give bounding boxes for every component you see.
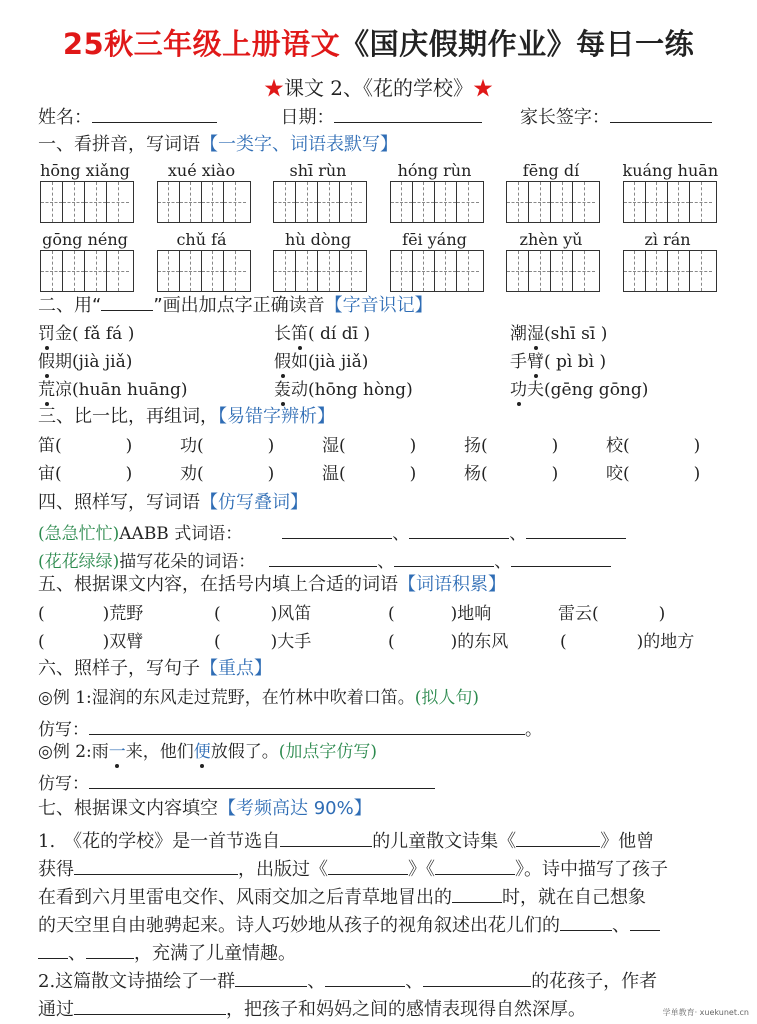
fill-item xyxy=(214,630,311,654)
sep: 、 xyxy=(494,552,512,572)
compare-char: 笛( xyxy=(38,436,62,456)
compare-item xyxy=(180,462,274,486)
grid-cell[interactable] xyxy=(435,182,457,222)
q1-blank-2[interactable] xyxy=(516,828,600,847)
q2-text: 的花孩子，作者 xyxy=(531,971,658,992)
flower-label: 描写花朵的词语： xyxy=(119,552,256,572)
grid-cell[interactable] xyxy=(296,251,318,291)
q2-line-1 xyxy=(38,968,657,994)
fill-item xyxy=(558,602,665,626)
grid-cell[interactable] xyxy=(107,251,129,291)
q1-text: 》《 xyxy=(408,859,435,880)
date-field[interactable] xyxy=(334,104,482,123)
q2-text: 、 xyxy=(405,971,424,992)
fill-item xyxy=(214,602,311,626)
pronunciation-item xyxy=(274,378,413,402)
compare-item xyxy=(464,462,558,486)
example-1-tag: (拟人句) xyxy=(414,688,480,708)
aabb-row xyxy=(38,520,626,546)
pronunciation-item xyxy=(274,322,370,346)
q1-blank-5[interactable] xyxy=(435,856,515,875)
grid-cell[interactable] xyxy=(646,182,668,222)
sep: 、 xyxy=(509,524,527,544)
q1-blank-8b[interactable] xyxy=(38,940,68,959)
dotted-bian: 便 xyxy=(193,742,211,762)
open-paren: ( xyxy=(388,604,395,624)
grid-cell[interactable] xyxy=(158,182,180,222)
grid-cell[interactable] xyxy=(391,251,413,291)
grid-cell[interactable] xyxy=(340,251,362,291)
section-5-title: 五、根据课文内容，在括号内填上合适的词语 xyxy=(38,574,398,595)
pinyin-word xyxy=(390,161,484,223)
pronunciation-item xyxy=(38,350,132,374)
q2-text: 通过 xyxy=(38,999,74,1020)
pinyin-options[interactable]: 凉(huān huāng) xyxy=(55,380,188,400)
dotted-char: 轰 xyxy=(274,380,291,400)
grid-cell[interactable] xyxy=(413,251,435,291)
section-1-title: 一、看拼音，写词语 xyxy=(38,134,200,155)
info-row xyxy=(38,104,712,130)
pinyin-word xyxy=(390,230,484,292)
q1-text: 获得 xyxy=(38,859,74,880)
grid-cell[interactable] xyxy=(274,182,296,222)
close-paren: ) xyxy=(693,436,701,456)
pinyin-text: kuáng huān xyxy=(622,161,719,180)
writing-grid[interactable] xyxy=(623,250,717,292)
section-4-tag: 【仿写叠词】 xyxy=(200,492,308,513)
writing-grid[interactable] xyxy=(40,250,134,292)
grid-cell[interactable] xyxy=(340,182,362,222)
pinyin-text: chǔ fá xyxy=(176,230,227,249)
pinyin-word xyxy=(506,161,600,223)
pinyin-text: hóng rùn xyxy=(397,161,472,180)
writing-grid[interactable] xyxy=(157,181,251,223)
grid-cell[interactable] xyxy=(457,251,479,291)
q1-blank-9[interactable] xyxy=(86,940,134,959)
pinyin-options[interactable]: ( pì bì ) xyxy=(544,352,607,372)
q1-line-2 xyxy=(38,856,668,882)
q1-text: 》他曾 xyxy=(600,831,655,852)
grid-cell[interactable] xyxy=(624,182,646,222)
q1-line-1 xyxy=(38,828,654,854)
underline-sample xyxy=(101,292,153,311)
close-paren: ) xyxy=(551,464,559,484)
q2-text: ，把孩子和妈妈之间的感情表现得自然深厚。 xyxy=(226,999,586,1020)
q1-text: 时，就在自己想象 xyxy=(502,887,646,908)
grid-cell[interactable] xyxy=(180,251,202,291)
pinyin-word xyxy=(157,161,251,223)
compare-char: 扬( xyxy=(464,436,488,456)
compare-item xyxy=(38,434,132,458)
section-5-tag: 【词语积累】 xyxy=(398,574,506,595)
q2-blank-4[interactable] xyxy=(74,996,226,1015)
page-title xyxy=(0,22,757,63)
compare-char: 校( xyxy=(606,436,630,456)
sep: 、 xyxy=(377,552,395,572)
dotted-char: 功 xyxy=(510,380,527,400)
pinyin-word xyxy=(157,230,251,292)
fill-item xyxy=(38,602,143,626)
dotted-char: 假 xyxy=(274,352,291,372)
close-paren: ) xyxy=(267,464,275,484)
open-paren: ( xyxy=(38,604,45,624)
grid-cell[interactable] xyxy=(457,182,479,222)
grid-cell[interactable] xyxy=(202,182,224,222)
compare-char: 湿( xyxy=(322,436,346,456)
q2-line-2 xyxy=(38,996,586,1022)
grid-cell[interactable] xyxy=(690,182,712,222)
open-paren: ( xyxy=(388,632,395,652)
section-1-heading xyxy=(38,132,398,158)
grid-cell[interactable] xyxy=(41,251,63,291)
grid-cell[interactable] xyxy=(224,182,246,222)
close-paren: ) xyxy=(450,632,458,652)
section-6-tag: 【重点】 xyxy=(200,658,272,679)
compare-item xyxy=(38,462,132,486)
close-paren: ) xyxy=(658,604,666,624)
imitation-label: 仿写： xyxy=(38,774,89,794)
close-paren: ) xyxy=(409,436,417,456)
section-3-tag: 【易错字辨析】 xyxy=(218,406,335,427)
grid-cell[interactable] xyxy=(85,251,107,291)
pinyin-options[interactable]: ( dí dī ) xyxy=(308,324,371,344)
fill-word: 双臂 xyxy=(109,632,144,652)
grid-cell[interactable] xyxy=(573,182,595,222)
dotted-char: 罚 xyxy=(38,324,55,344)
close-paren: ) xyxy=(102,632,110,652)
q1-text: 的天空里自由驰骋起来。诗人巧妙地从孩子的视角叙述出花儿们的 xyxy=(38,915,560,936)
compare-char: 功( xyxy=(180,436,204,456)
q2-text: 、 xyxy=(307,971,326,992)
char-pre: 潮 xyxy=(510,324,527,344)
pronunciation-item xyxy=(510,378,648,402)
aabb-blank-3[interactable] xyxy=(526,520,626,539)
close-paren: ) xyxy=(409,464,417,484)
section-2-title-a: 二、用“ xyxy=(38,295,102,316)
writing-grid[interactable] xyxy=(506,181,600,223)
q1-text: 》。诗中描写了孩子 xyxy=(515,859,668,880)
compare-item xyxy=(606,462,700,486)
q1-blank-6[interactable] xyxy=(452,884,502,903)
pronunciation-item xyxy=(510,322,607,346)
pinyin-word xyxy=(40,230,134,292)
pinyin-text: shī rùn xyxy=(289,161,347,180)
open-paren: ( xyxy=(38,632,45,652)
sign-label: 家长签字： xyxy=(519,107,610,128)
q1-text: 的儿童散文诗集《 xyxy=(372,831,517,852)
writing-grid[interactable] xyxy=(506,250,600,292)
pinyin-options[interactable]: 如(jià jiǎ) xyxy=(291,352,369,372)
q1-blank-8a[interactable] xyxy=(630,912,660,931)
star-icon: ★ xyxy=(263,76,284,100)
example-2-a: ◎例 2:雨 xyxy=(38,742,109,762)
writing-grid[interactable] xyxy=(273,250,367,292)
flower-blank-3[interactable] xyxy=(511,548,611,567)
section-3-title: 三、比一比，再组词， xyxy=(38,406,218,427)
grid-cell[interactable] xyxy=(63,251,85,291)
fill-word: 的地方 xyxy=(643,632,695,652)
dotted-char: 湿 xyxy=(527,324,544,344)
close-paren: ) xyxy=(551,436,559,456)
pinyin-text: fēng dí xyxy=(522,161,580,180)
close-paren: ) xyxy=(270,632,278,652)
section-7-tag: 【考频高达 90%】 xyxy=(218,798,372,819)
writing-grid[interactable] xyxy=(157,250,251,292)
q1-text: ，充满了儿童情趣。 xyxy=(134,943,296,964)
title-red-part: 25秋三年级上册语文 xyxy=(62,27,341,61)
writing-grid[interactable] xyxy=(390,250,484,292)
pinyin-word xyxy=(623,161,717,223)
grid-cell[interactable] xyxy=(274,251,296,291)
grid-cell[interactable] xyxy=(63,182,85,222)
char-pre: 长 xyxy=(274,324,291,344)
flower-blank-2[interactable] xyxy=(394,548,494,567)
grid-cell[interactable] xyxy=(318,251,340,291)
q1-line-5 xyxy=(38,940,296,966)
q1-text: ，出版过《 xyxy=(238,859,328,880)
pinyin-word xyxy=(40,161,134,223)
grid-cell[interactable] xyxy=(107,182,129,222)
section-4-heading xyxy=(38,490,308,516)
pronunciation-item xyxy=(38,378,188,402)
star-icon: ★ xyxy=(473,76,494,100)
sep: 、 xyxy=(392,524,410,544)
pinyin-options[interactable]: (shī sī ) xyxy=(544,324,608,344)
pinyin-word xyxy=(506,230,600,292)
writing-grid[interactable] xyxy=(390,181,484,223)
compare-item xyxy=(606,434,700,458)
section-3-heading xyxy=(38,404,335,430)
section-6-heading xyxy=(38,656,272,682)
q2-blank-3[interactable] xyxy=(423,968,531,987)
pinyin-text: zì rán xyxy=(644,230,691,249)
q2-blank-2[interactable] xyxy=(325,968,405,987)
q2-blank-1[interactable] xyxy=(235,968,307,987)
q1-text: 在看到六月里雷电交作、风雨交加之后青草地冒出的 xyxy=(38,887,452,908)
q1-text: 、 xyxy=(68,943,86,964)
flower-words-row xyxy=(38,548,611,574)
grid-cell[interactable] xyxy=(624,251,646,291)
grid-cell[interactable] xyxy=(180,182,202,222)
subtitle-text: 课文 2、《花的学校》 xyxy=(283,76,474,100)
example-2-e: 放假了。 xyxy=(210,742,279,762)
close-paren: ) xyxy=(125,436,133,456)
compare-char: 杨( xyxy=(464,464,488,484)
q1-line-4 xyxy=(38,912,660,938)
sign-field[interactable] xyxy=(610,104,712,123)
pinyin-options[interactable]: 期(jià jiǎ) xyxy=(55,352,133,372)
fill-word: 地响 xyxy=(457,604,492,624)
pinyin-word xyxy=(273,230,367,292)
grid-cell[interactable] xyxy=(224,251,246,291)
grid-cell[interactable] xyxy=(507,251,529,291)
imitation-1 xyxy=(38,716,542,742)
q1-line-3 xyxy=(38,884,646,910)
compare-char: 温( xyxy=(322,464,346,484)
grid-cell[interactable] xyxy=(668,251,690,291)
imitation-1-field[interactable] xyxy=(89,716,525,735)
aabb-blank-1[interactable] xyxy=(282,520,392,539)
writing-grid[interactable] xyxy=(273,181,367,223)
grid-cell[interactable] xyxy=(41,182,63,222)
name-label: 姓名： xyxy=(38,107,92,128)
grid-cell[interactable] xyxy=(646,251,668,291)
fill-word: 风笛 xyxy=(277,604,312,624)
name-field[interactable] xyxy=(92,104,217,123)
compare-item xyxy=(322,462,416,486)
pinyin-word xyxy=(623,230,717,292)
writing-grid[interactable] xyxy=(40,181,134,223)
fill-item xyxy=(388,630,508,654)
pinyin-text: xué xiào xyxy=(167,161,236,180)
dotted-char: 臂 xyxy=(527,352,544,372)
grid-cell[interactable] xyxy=(529,182,551,222)
compare-char: 咬( xyxy=(606,464,630,484)
pinyin-options[interactable]: 夫(gēng gōng) xyxy=(527,380,649,400)
compare-item xyxy=(180,434,274,458)
close-paren: ) xyxy=(636,632,644,652)
char-pre: 手 xyxy=(510,352,527,372)
grid-cell[interactable] xyxy=(573,251,595,291)
lesson-subtitle xyxy=(0,72,757,101)
compare-item xyxy=(464,434,558,458)
grid-cell[interactable] xyxy=(668,182,690,222)
dotted-char: 荒 xyxy=(38,380,55,400)
grid-cell[interactable] xyxy=(690,251,712,291)
aabb-example: (急急忙忙) xyxy=(38,524,120,544)
date-label: 日期： xyxy=(280,107,335,128)
fill-item xyxy=(388,602,491,626)
grid-cell[interactable] xyxy=(529,251,551,291)
section-2-tag: 【字音识记】 xyxy=(324,295,433,316)
imitation-2 xyxy=(38,770,435,796)
pronunciation-item xyxy=(38,322,134,346)
q1-text: 、 xyxy=(612,915,630,936)
close-paren: ) xyxy=(693,464,701,484)
imitation-label: 仿写： xyxy=(38,720,89,740)
grid-cell[interactable] xyxy=(391,182,413,222)
fill-word: 荒野 xyxy=(109,604,144,624)
grid-cell[interactable] xyxy=(85,182,107,222)
close-paren: ) xyxy=(450,604,458,624)
section-7-heading xyxy=(38,796,372,822)
dotted-char: 笛 xyxy=(291,324,308,344)
close-paren: ) xyxy=(102,604,110,624)
pinyin-options[interactable]: 动(hōng hòng) xyxy=(291,380,413,400)
fill-item xyxy=(38,630,143,654)
open-paren: ( xyxy=(560,632,567,652)
dotted-char: 假 xyxy=(38,352,55,372)
pinyin-word xyxy=(273,161,367,223)
grid-cell[interactable] xyxy=(551,182,573,222)
pronunciation-item xyxy=(510,350,606,374)
example-1 xyxy=(38,686,479,710)
section-6-title: 六、照样子，写句子 xyxy=(38,658,200,679)
grid-cell[interactable] xyxy=(296,182,318,222)
watermark: 学单教育· xuekunet.cn xyxy=(662,1008,749,1017)
title-dark-part: 《国庆假期作业》每日一练 xyxy=(340,27,695,61)
q2-text: 2.这篇散文诗描绘了一群 xyxy=(38,971,236,992)
q1-text: 1. 《花的学校》是一首节选自 xyxy=(38,831,281,852)
open-paren: ( xyxy=(214,632,221,652)
compare-item xyxy=(322,434,416,458)
fill-word: 的东风 xyxy=(457,632,509,652)
grid-cell[interactable] xyxy=(435,251,457,291)
section-4-title: 四、照样写，写词语 xyxy=(38,492,200,513)
example-1-text: ◎例 1:湿润的东风走过荒野，在竹林中吹着口笛。 xyxy=(38,688,415,708)
grid-cell[interactable] xyxy=(318,182,340,222)
pinyin-text: gōng néng xyxy=(42,230,128,249)
open-paren: ( xyxy=(214,604,221,624)
fill-item xyxy=(560,630,694,654)
grid-cell[interactable] xyxy=(551,251,573,291)
compare-char: 劝( xyxy=(180,464,204,484)
example-2-c: 来，他们 xyxy=(125,742,194,762)
writing-grid[interactable] xyxy=(623,181,717,223)
pinyin-options[interactable]: 金( fǎ fá ) xyxy=(55,324,135,344)
pinyin-text: zhèn yǔ xyxy=(519,230,583,249)
period: 。 xyxy=(525,720,542,740)
example-2 xyxy=(38,740,377,764)
aabb-blank-2[interactable] xyxy=(409,520,509,539)
compare-char: 宙( xyxy=(38,464,62,484)
aabb-label: AABB 式词语： xyxy=(119,524,243,544)
fill-word: 大手 xyxy=(277,632,312,652)
close-paren: ) xyxy=(125,464,133,484)
section-2-heading xyxy=(38,292,433,319)
section-7-title: 七、根据课文内容填空 xyxy=(38,798,218,819)
pinyin-text: hù dòng xyxy=(284,230,352,249)
pronunciation-item xyxy=(274,350,368,374)
fill-word: 雷云( xyxy=(558,604,599,624)
grid-cell[interactable] xyxy=(202,251,224,291)
section-5-heading xyxy=(38,572,506,598)
flower-blank-1[interactable] xyxy=(269,548,377,567)
q1-blank-4[interactable] xyxy=(328,856,408,875)
close-paren: ) xyxy=(270,604,278,624)
pinyin-text: hōng xiǎng xyxy=(40,161,130,180)
imitation-2-field[interactable] xyxy=(89,770,435,789)
q1-blank-1[interactable] xyxy=(280,828,372,847)
section-1-tag: 【一类字、词语表默写】 xyxy=(200,134,398,155)
pinyin-text: fēi yáng xyxy=(402,230,467,249)
close-paren: ) xyxy=(267,436,275,456)
q1-blank-3[interactable] xyxy=(74,856,238,875)
section-2-title-b: ”画出加点字正确读音 xyxy=(153,295,325,316)
grid-cell[interactable] xyxy=(158,251,180,291)
dotted-yi: 一 xyxy=(108,742,126,762)
flower-example: (花花绿绿) xyxy=(38,552,120,572)
grid-cell[interactable] xyxy=(413,182,435,222)
grid-cell[interactable] xyxy=(507,182,529,222)
example-2-tag: (加点字仿写) xyxy=(278,742,378,762)
q1-blank-7[interactable] xyxy=(560,912,612,931)
